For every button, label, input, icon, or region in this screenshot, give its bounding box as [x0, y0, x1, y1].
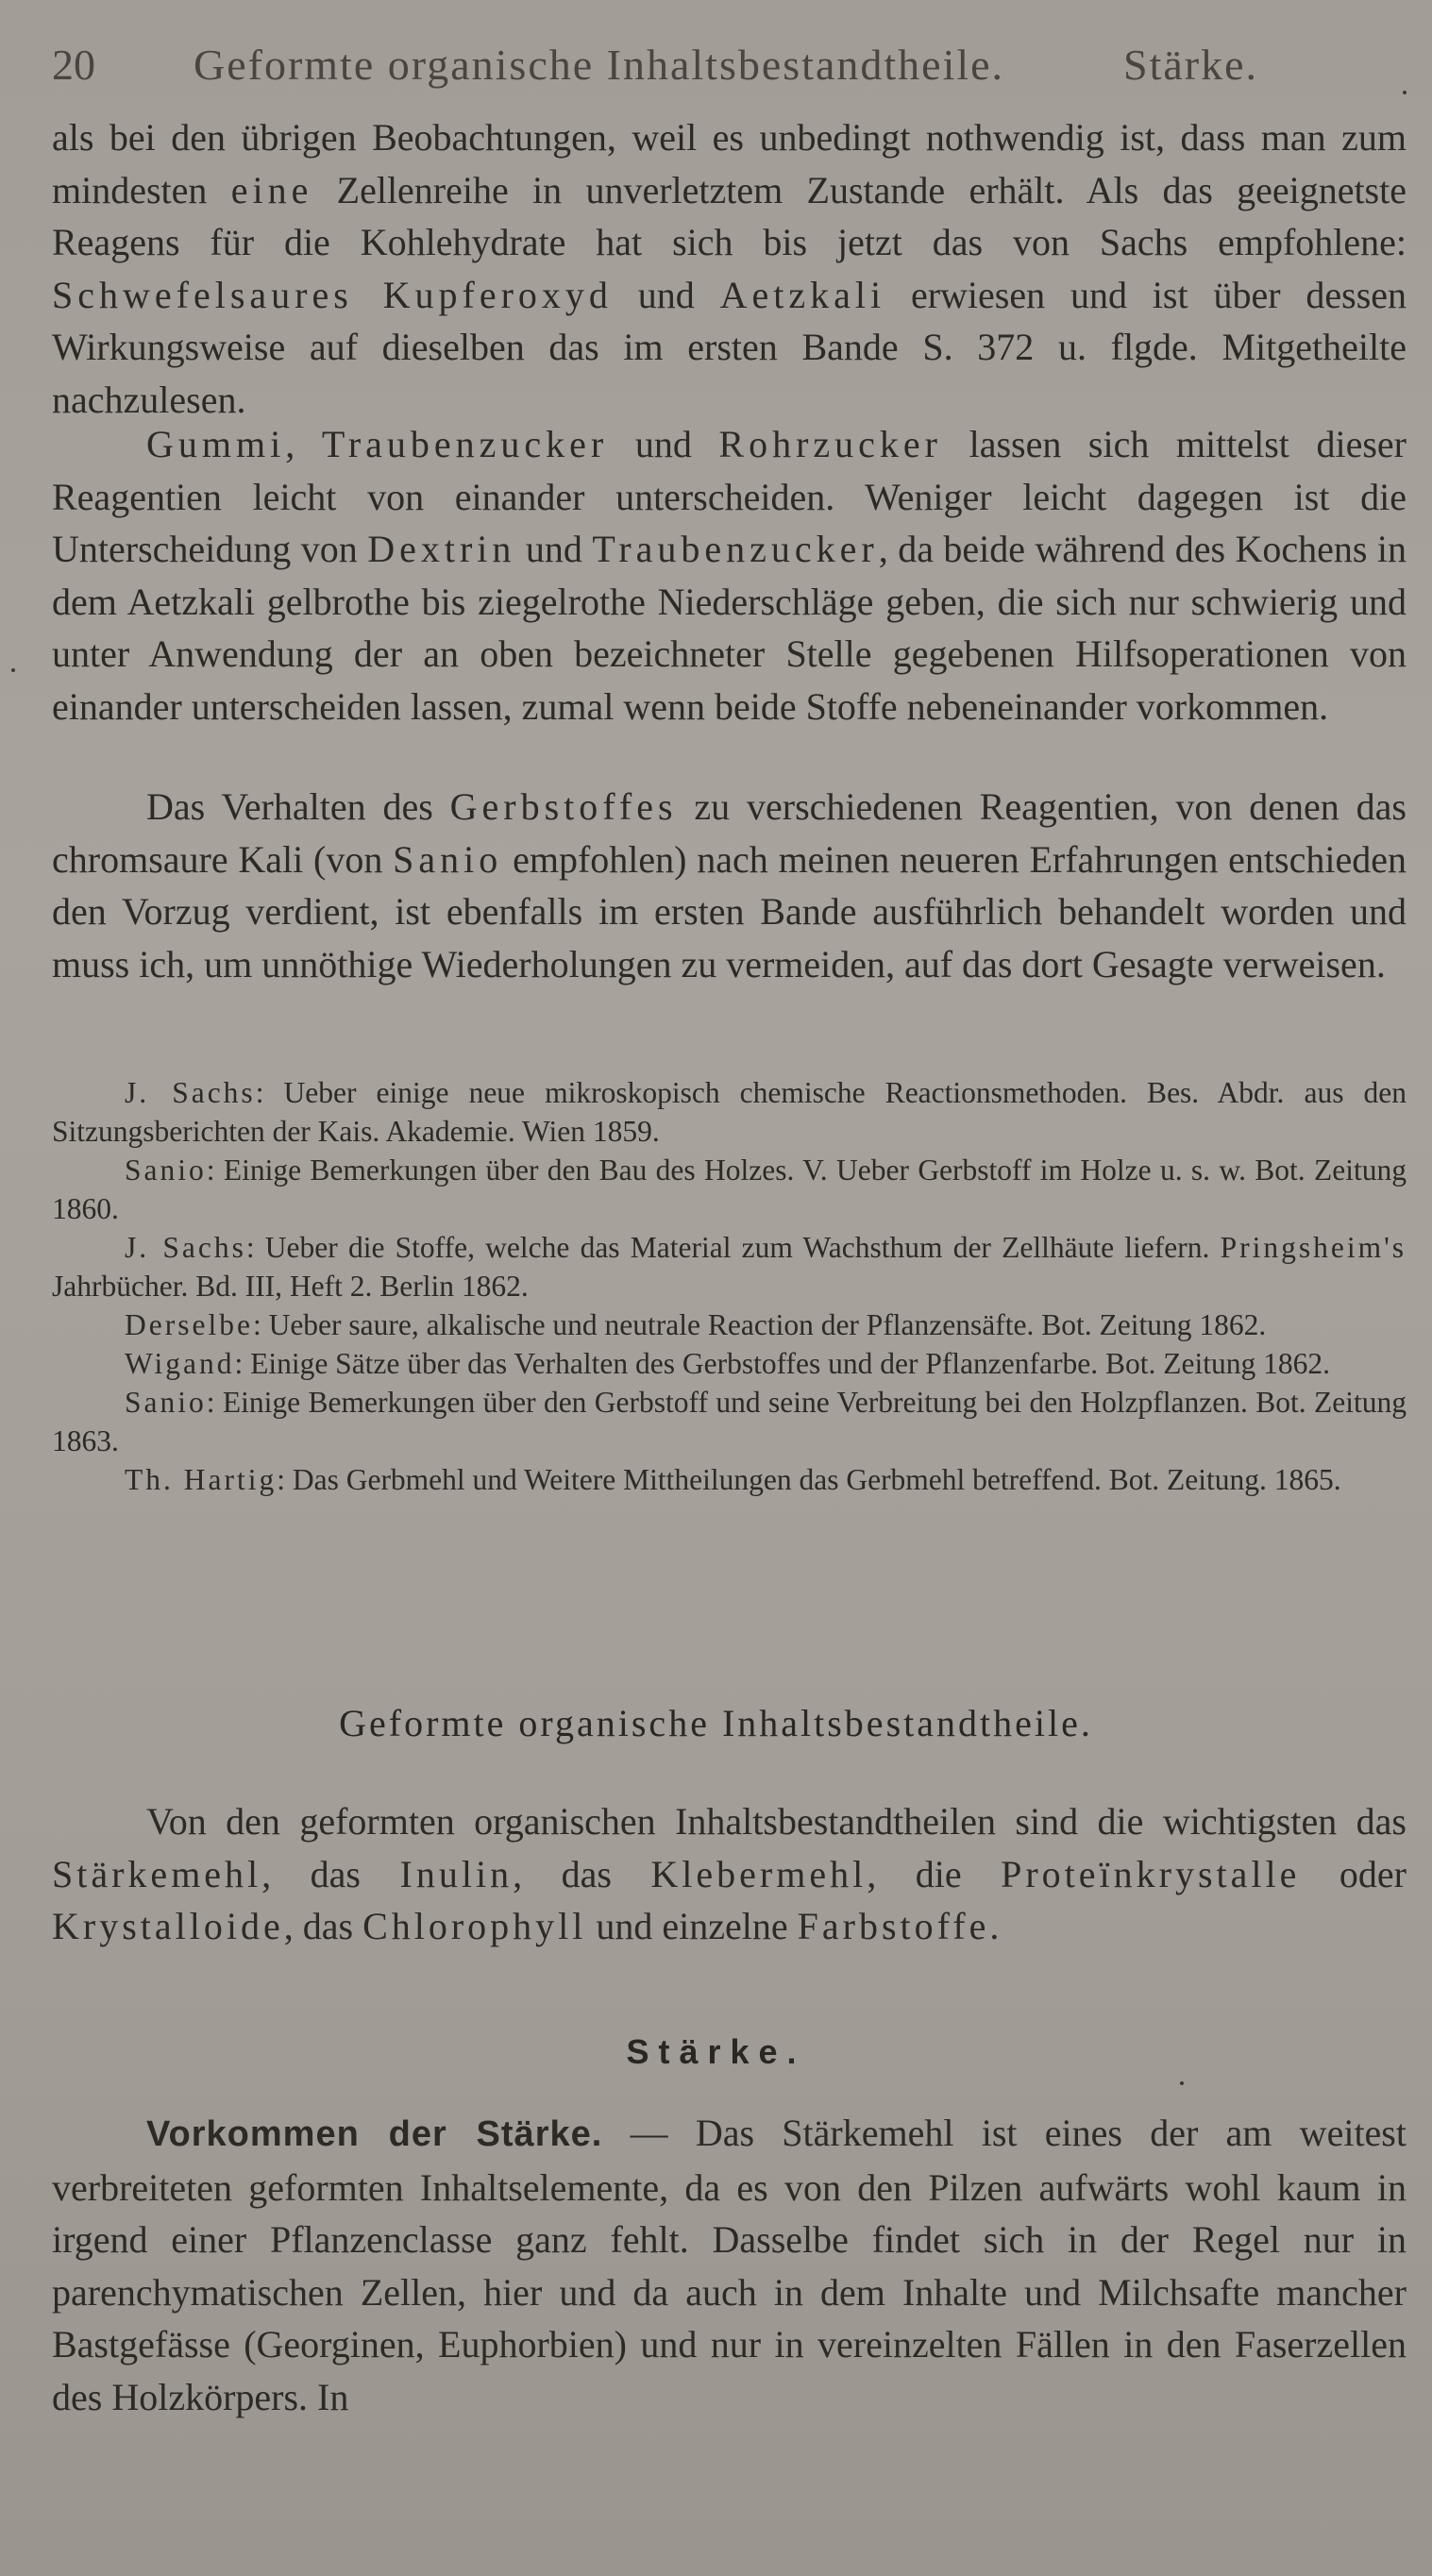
reference-author: J. Sachs [125, 1076, 256, 1109]
text-run: erwiesen und ist über dessen Wirkungsweise auf dieselben das im ersten Bande S. 372 u. flgde. Mitgetheilte nachzulesen. [52, 273, 1407, 421]
emphasis: Dextrin [367, 528, 516, 570]
text-run: , [285, 423, 322, 465]
page-number: 20 [52, 41, 95, 89]
text-run: als bei den übrigen Beobachtungen, weil es unbedingt nothwendig ist, dass man zum mindesten [52, 116, 1407, 211]
reference-author: Th. Hartig [125, 1463, 278, 1496]
text-run: und [608, 423, 719, 465]
print-speck [1403, 91, 1407, 94]
reference-item [52, 1151, 1407, 1228]
paragraph-vorkommen [52, 2107, 1407, 2423]
emphasis: Schwefelsaures Kupferoxyd [52, 273, 613, 316]
reference-text: : Einige Bemerkungen über den Bau des Holzes. V. Ueber Gerbstoff im Holze u. s. w. Bot. Zeitung 1860. [52, 1153, 1407, 1225]
text-run: lassen sich mittelst dieser Reagentien leicht von einander unterscheiden. Weniger leicht dagegen ist die Unterscheidung von [52, 423, 1407, 570]
paragraph-reagents-intro [52, 111, 1407, 426]
emphasis: Chlorophyll [362, 1905, 587, 1947]
emphasis: Gerbstoffes [449, 785, 678, 828]
reference-item [52, 1073, 1407, 1151]
emphasis: Krystalloide [52, 1905, 284, 1947]
text-run: . [989, 1905, 1000, 1947]
reference-item [52, 1344, 1407, 1383]
text-run: Zellenreihe in unverletztem Zustande erhält. Als das geeignetste Reagens für die Kohlehydrate hat sich bis jetzt das von Sachs empfohlene: [52, 168, 1407, 263]
reference-text: : Das Gerbmehl und Weitere Mittheilungen das Gerbmehl betreffend. Bot. Zeitung. 1865. [277, 1463, 1341, 1496]
text-run: und [515, 528, 593, 570]
reference-item [52, 1460, 1407, 1499]
text-run: , das [283, 1905, 363, 1947]
reference-text: : Einige Sätze über das Verhalten des Gerbstoffes und der Pflanzenfarbe. Bot. Zeitung 1862. [234, 1347, 1330, 1380]
reference-author: Sanio [125, 1153, 207, 1187]
text-run: und einzelne [586, 1905, 798, 1947]
reference-item [52, 1383, 1407, 1460]
emphasis: Sanio [393, 837, 503, 881]
subheading-staerke: Stärke. [626, 2032, 806, 2071]
emphasis: Stärkemehl [52, 1852, 262, 1895]
print-speck [11, 668, 15, 672]
text-run: Das Verhalten des [146, 785, 450, 828]
text-run: , das [261, 1852, 400, 1895]
emphasis: Traubenzucker [321, 423, 609, 465]
emphasis: Traubenzucker [592, 528, 879, 570]
paragraph-gummi [52, 418, 1407, 732]
emphasis: Klebermehl [650, 1852, 868, 1895]
text-run: , da beide während des Kochens in dem Aetzkali gelbrothe bis ziegelrothe Niederschläge geben, die sich nur schwierig und unter Anwendung der an oben bezeichneter Stelle gegebenen Hilfsoperationen von einander unterscheiden lassen, zumal wenn beide Stoffe nebeneinander vorkommen. [52, 528, 1407, 728]
text-run: , das [513, 1852, 651, 1895]
references-list [52, 1073, 1407, 1499]
emphasis: eine [230, 168, 313, 211]
reference-text: : Ueber die Stoffe, welche das Material zum Wachsthum der Zellhäute liefern. [245, 1231, 1221, 1264]
emphasis: Rohrzucker [718, 423, 942, 465]
reference-author: J. Sachs [125, 1231, 246, 1264]
reference-text: Jahrbücher. Bd. III, Heft 2. Berlin 1862. [52, 1270, 529, 1303]
emphasis: Gummi [146, 423, 286, 465]
text-run: oder [1300, 1852, 1407, 1895]
emphasis: Proteïnkrystalle [1001, 1852, 1301, 1895]
reference-author: Sanio [125, 1386, 207, 1419]
reference-author: Wigand [125, 1347, 235, 1380]
reference-text: : Einige Bemerkungen über den Gerbstoff und seine Verbreitung bei den Holzpflanzen. Bot. Zeitung 1863. [52, 1386, 1407, 1457]
paragraph-formed-contents [52, 1795, 1407, 1953]
running-header [52, 28, 1373, 94]
text-run: , die [867, 1852, 1002, 1895]
print-speck [1180, 2081, 1184, 2085]
section-heading: Geformte organische Inhaltsbestandtheile. [339, 1702, 1093, 1744]
reference-item [52, 1228, 1407, 1305]
paragraph-lead: Vorkommen der Stärke. [146, 2114, 603, 2154]
running-title: Geformte organische Inhaltsbestandtheile. [194, 41, 1005, 89]
paragraph-gerbstoff [52, 781, 1407, 990]
running-section: Stärke. [1123, 41, 1259, 89]
text-run: zu verschiedenen Reagentien, von denen das chromsaure Kali (von [52, 785, 1407, 881]
text-run: — Das Stärkemehl ist eines der am weitest verbreiteten geformten Inhaltselemente, da es von den Pilzen aufwärts wohl kaum in irgend einer Pflanzenclasse ganz fehlt. Dasselbe findet sich in der Regel nur in parenchymatischen Zellen, hier und da auch in dem Inhalte und Milchsafte mancher Bastgefässe (Georginen, Euphorbien) und nur in vereinzelten Fällen in den Faserzellen des Holzkörpers. In [52, 2112, 1407, 2418]
text-run: Von den geformten organischen Inhaltsbestandtheilen sind die wichtigsten das [146, 1800, 1407, 1843]
emphasis: Farbstoffe [797, 1905, 990, 1947]
emphasis: Inulin [399, 1852, 514, 1895]
reference-item [52, 1305, 1407, 1344]
text-run: empfohlen) nach meinen neueren Erfahrungen entschieden den Vorzug verdient, ist ebenfalls im ersten Bande ausführlich behandelt worden und muss ich, um unnöthige Wiederholungen zu vermeiden, auf das dort Gesagte verweisen. [52, 837, 1407, 985]
text-run: und [612, 273, 720, 316]
reference-emphasis: Pringsheim's [1220, 1231, 1407, 1264]
reference-text: : Ueber einige neue mikroskopisch chemische Reactionsmethoden. Bes. Abdr. aus den Sitzungsberichten der Kais. Akademie. Wien 1859. [52, 1076, 1407, 1148]
reference-author: Derselbe [125, 1308, 253, 1341]
emphasis: Aetzkali [719, 273, 886, 316]
reference-text: : Ueber saure, alkalische und neutrale Reaction der Pflanzensäfte. Bot. Zeitung 1862. [252, 1308, 1267, 1341]
